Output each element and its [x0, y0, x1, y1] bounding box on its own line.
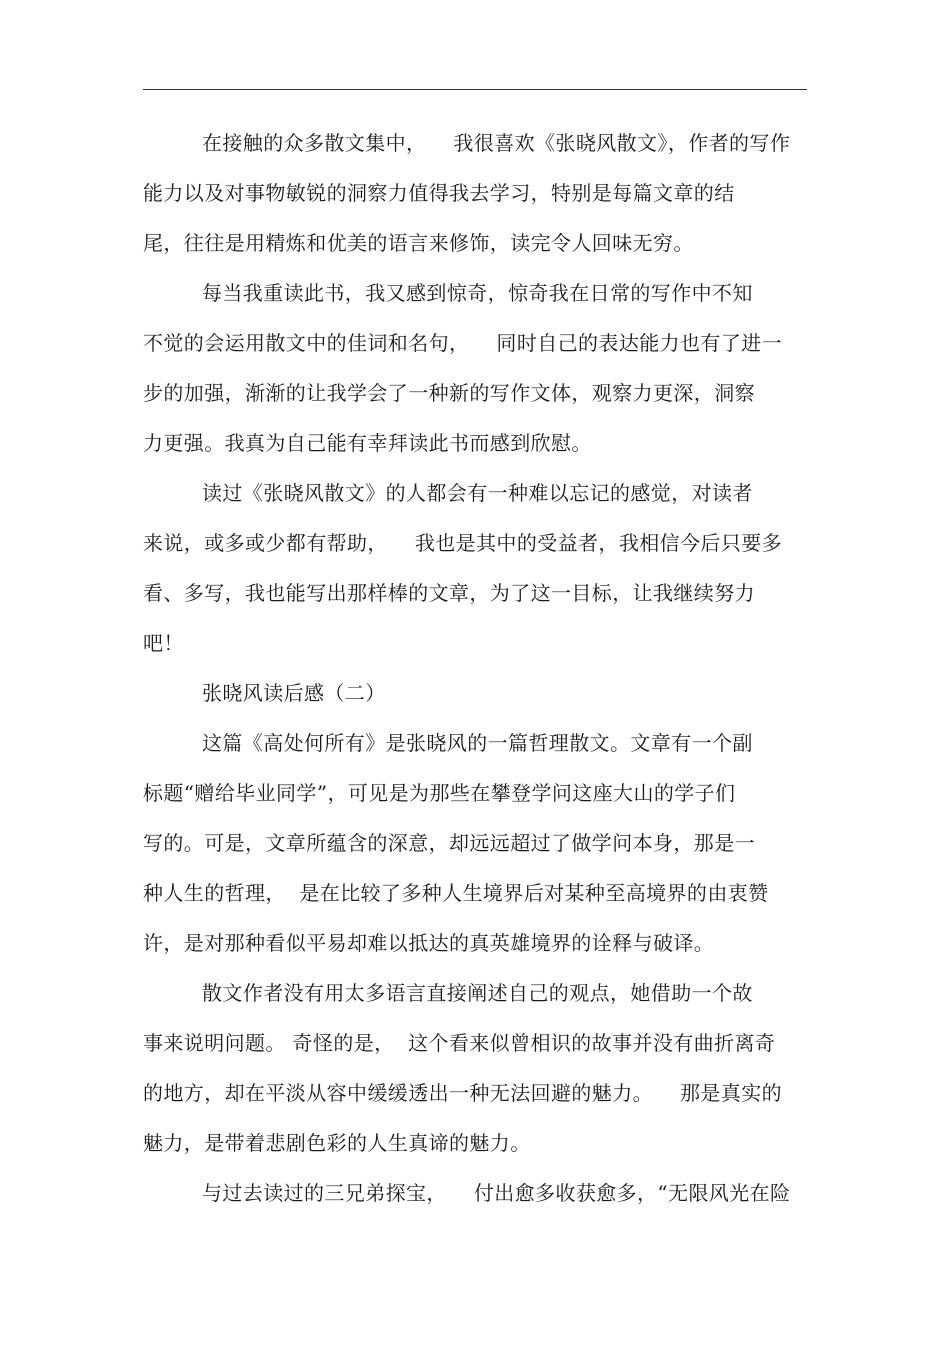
- paragraph-line: 散文作者没有用太多语言直接阐述自己的观点，她借助一个故: [202, 981, 753, 1005]
- paragraph-line: 来说，或多或少都有帮助， 我也是其中的受益者，我相信今后只要多: [143, 531, 783, 555]
- section-heading: 张晓风读后感（二）: [202, 681, 386, 705]
- paragraph-line: 力更强。我真为自己能有幸拜读此书而感到欣慰。: [143, 431, 592, 455]
- paragraph-line: 的地方，却在平淡从容中缓缓透出一种无法回避的魅力。 那是真实的: [143, 1081, 783, 1105]
- paragraph-line: 步的加强，渐渐的让我学会了一种新的写作文体，观察力更深，洞察: [143, 381, 755, 405]
- paragraph-line: 尾，往往是用精炼和优美的语言来修饰，读完令人回味无穷。: [143, 231, 694, 255]
- paragraph-line: 不觉的会运用散文中的佳词和名句， 同时自己的表达能力也有了进一: [143, 331, 783, 355]
- paragraph-line: 与过去读过的三兄弟探宝， 付出愈多收获愈多，“无限风光在险: [202, 1181, 791, 1205]
- header-rule: [143, 89, 807, 90]
- paragraph-line: 标题“赠给毕业同学”，可见是为那些在攀登学问这座大山的学子们: [143, 781, 736, 805]
- paragraph-line: 看、多写，我也能写出那样棒的文章，为了这一目标，让我继续努力: [143, 581, 755, 605]
- paragraph-line: 每当我重读此书，我又感到惊奇，惊奇我在日常的写作中不知: [202, 281, 753, 305]
- paragraph-line: 这篇《高处何所有》是张晓风的一篇哲理散文。文章有一个副: [202, 731, 753, 755]
- paragraph-line: 许，是对那种看似平易却难以抵达的真英雄境界的诠释与破译。: [143, 931, 715, 955]
- paragraph-line: 魅力，是带着悲剧色彩的人生真谛的魅力。: [143, 1131, 531, 1155]
- paragraph-line: 事来说明问题。 奇怪的是， 这个看来似曾相识的故事并没有曲折离奇: [143, 1031, 776, 1055]
- paragraph-line: 能力以及对事物敏锐的洞察力值得我去学习，特别是每篇文章的结: [143, 181, 735, 205]
- paragraph-line: 种人生的哲理， 是在比较了多种人生境界后对某种至高境界的由衷赞: [143, 881, 769, 905]
- paragraph-line: 读过《张晓风散文》的人都会有一种难以忘记的感觉，对读者: [202, 481, 753, 505]
- paragraph-line: 吧！: [143, 631, 184, 655]
- paragraph-line: 写的。可是，文章所蕴含的深意，却远远超过了做学问本身，那是一: [143, 831, 755, 855]
- paragraph-line: 在接触的众多散文集中， 我很喜欢《张晓风散文》，作者的写作: [202, 131, 791, 155]
